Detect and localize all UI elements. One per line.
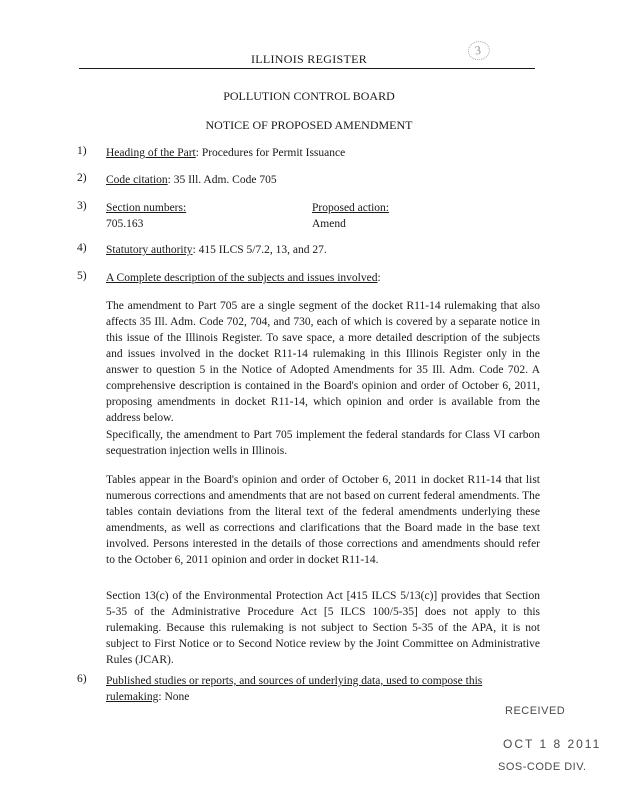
board-name: POLLUTION CONTROL BOARD	[223, 89, 395, 103]
item-label: Code citation	[106, 174, 168, 186]
received-stamp-division: SOS-CODE DIV.	[498, 761, 587, 773]
description-paragraph-4: Section 13(c) of the Environmental Protection Act [415 ILCS 5/13(c)] provides that Section 5-35 of the Administrative Procedure Act [5 ILCS 100/5-35] does not apply to this rulemaking. Because this rulemaking is not subject to Section 5-35 of the APA, it is not subject to First Notice or to Second Notice review by the Joint Committee on Administrative Rules (JCAR).	[106, 590, 540, 666]
section-numbers-label: Section numbers:	[106, 202, 187, 214]
notice-title: NOTICE OF PROPOSED AMENDMENT	[205, 118, 413, 132]
description-paragraph-1: The amendment to Part 705 are a single segment of the docket R11-14 rulemaking that also affects 35 Ill. Adm. Code 702, 704, and 730, each of which is covered by a separate notice in this issue of the Illinois Register. To save space, a more detailed description of the subjects and issues involved in the docket R11-14 rulemaking in this Illinois Register only in the answer to question 5 in the Notice of Adopted Amendments for 35 Ill. Adm. Code 702. A comprehensive description is contained in the Board's opinion and order of October 6, 2011, proposing amendments in docket R11-14, which opinion and order is available from the address below.	[106, 300, 540, 424]
item-text: :	[377, 272, 381, 284]
item-number: 1)	[77, 145, 87, 157]
proposed-action-label: Proposed action:	[312, 202, 389, 214]
received-stamp-label: RECEIVED	[505, 705, 566, 717]
item-label: Heading of the Part	[106, 147, 196, 159]
proposed-action-value: Amend	[312, 218, 346, 230]
item-number: 5)	[77, 270, 87, 282]
page-number-stamp-text: 3	[467, 40, 491, 61]
item-label: A Complete description of the subjects and issues involved	[106, 272, 378, 284]
section-number-value: 705.163	[106, 218, 144, 230]
description-paragraph-3: Tables appear in the Board's opinion and order of October 6, 2011 in docket R11-14 that list numerous corrections and amendments that are not based on current federal amendments. The tables contain deviations from the literal text of the federal amendments underlying these amendments, as well as corrections and clarifications that the Board made in the base text involved. Persons interested in the details of those corrections and amendments should refer to the October 6, 2011 opinion and order in docket R11-14.	[106, 474, 540, 566]
item-text: : 35 Ill. Adm. Code 705	[167, 174, 277, 186]
item-label: Published studies or reports, and sources of underlying data, used to compose this rulemaking	[106, 675, 483, 703]
item-number: 4)	[77, 242, 87, 254]
header-rule	[79, 68, 535, 69]
item-text: : 415 ILCS 5/7.2, 13, and 27.	[192, 244, 327, 256]
register-header: ILLINOIS REGISTER	[250, 52, 368, 66]
item-number: 6)	[77, 673, 87, 685]
item-text: : Procedures for Permit Issuance	[195, 147, 346, 159]
item-number: 3)	[77, 200, 87, 212]
item-number: 2)	[77, 172, 87, 184]
item-label: Statutory authority	[106, 244, 193, 256]
description-paragraph-2: Specifically, the amendment to Part 705 implement the federal standards for Class VI carbon sequestration injection wells in Illinois.	[106, 429, 540, 457]
received-stamp-date: OCT 1 8 2011	[503, 737, 602, 751]
item-text: : None	[158, 691, 190, 703]
